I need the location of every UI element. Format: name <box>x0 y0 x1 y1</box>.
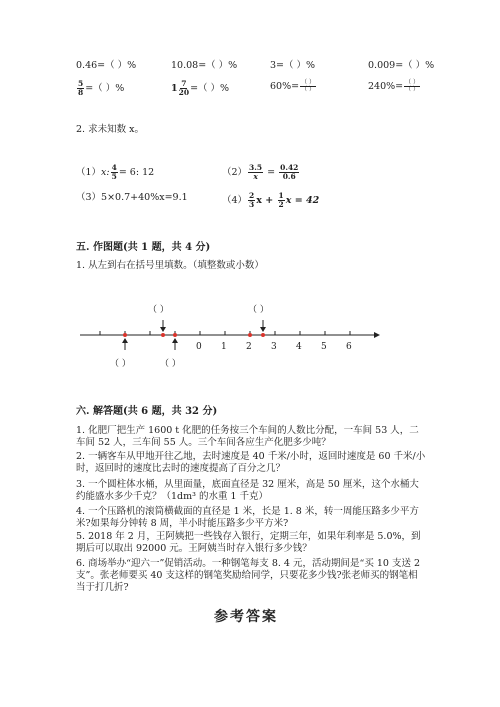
equation-3: （3）5×0.7+40%x=9.1 <box>76 192 188 203</box>
section-5-heading: 五. 作图题(共 1 题，共 4 分) <box>76 242 211 253</box>
fraction: $\frac{5}{8}$ <box>78 79 84 97</box>
point-4 <box>248 333 252 337</box>
label-6: 6 <box>346 342 352 352</box>
answers-title: 参考答案 <box>214 609 278 625</box>
label-4: 4 <box>296 342 302 352</box>
axis-ticks <box>100 331 350 335</box>
fraction: $\frac{1}{2}$ <box>278 191 284 209</box>
fraction: $\frac{7}{20}$ <box>178 79 190 97</box>
label-0: 0 <box>196 342 202 352</box>
fill-item-7: 60%= $\frac{( )}{( )}$ <box>270 79 315 93</box>
equation-2: （2） $\frac{3.5}{x}$ = $\frac{0.42}{0.6}$ <box>222 163 299 181</box>
label-5: 5 <box>321 342 327 352</box>
fill-item-6: 1 $\frac{7}{20}$ =（ ）% <box>171 79 230 97</box>
label-3: 3 <box>271 342 277 352</box>
number-line-figure <box>80 298 390 374</box>
axis-arrowhead <box>374 332 380 338</box>
problem-5: 5. 2018 年 2 月，王阿姨把一些钱存入银行，定期三年，如果年利率是 5.0%，到期后可以取出 92000 元。王阿姨当时存入银行多少钱？ <box>76 531 421 555</box>
problem-1: 1. 化肥厂把生产 1600 t 化肥的任务按三个车间的人数比分配，一车间 53 人，二车间 52 人，三车间 55 人。三个车间各应生产化肥多少吨？ <box>76 425 419 449</box>
fill-item-8: 240%= $\frac{( )}{( )}$ <box>368 79 420 93</box>
problem-2: 2. 一辆客车从甲地开往乙地，去时速度是 40 千米/小时，返回时速度是 60 千米/小时，返回时的速度比去时的速度提高了百分之几？ <box>76 451 426 475</box>
fraction: $\frac{2}{3}$ <box>249 191 255 209</box>
section-6-heading: 六. 解答题(共 6 题，共 32 分) <box>76 406 218 417</box>
fraction: $\frac{0.42}{0.6}$ <box>280 163 299 181</box>
point-3 <box>173 333 177 337</box>
axis-labels <box>196 342 352 352</box>
point-2 <box>161 333 165 337</box>
label-1: 1 <box>221 342 227 352</box>
bottom-blank-2: （ ） <box>160 359 181 369</box>
fill-item-3: 3=（ ）% <box>270 60 316 71</box>
problem-3: 3. 一个圆柱体水桶，从里面量，底面直径是 32 厘米，高是 50 厘米，这个水桶大约能盛水多少千克？（1dm³ 的水重 1 千克） <box>76 479 419 503</box>
fraction: $\frac{4}{5}$ <box>111 163 117 181</box>
fraction: $\frac{( )}{( )}$ <box>301 79 315 93</box>
fill-item-4: 0.009=（ ）% <box>368 60 435 71</box>
question-2-title: 2. 求未知数 x。 <box>76 124 144 135</box>
problem-6: 6. 商场举办“迎六一”促销活动。一种钢笔每支 8. 4 元，活动期间是“买 10 支送 2 支”。张老师要买 40 支这样的钢笔奖励给同学，只要花多少钱?张老师买的钢笔相当于打几折? <box>76 558 421 594</box>
equation-4: （4） $\frac{2}{3}$ x + $\frac{1}{2}$ x = 42 <box>222 191 320 209</box>
fraction: $\frac{3.5}{x}$ <box>249 163 263 181</box>
top-blank-1: （ ） <box>148 305 169 315</box>
label-2: 2 <box>246 342 252 352</box>
fill-item-2: 10.08=（ ）% <box>171 60 238 71</box>
equation-1: （1）x: $\frac{4}{5}$ = 6: 12 <box>76 163 155 181</box>
top-blank-2: （ ） <box>248 305 269 315</box>
top-arrow-1-head <box>160 327 166 332</box>
fill-item-5: $\frac{5}{8}$ =（ ）% <box>78 79 125 97</box>
problem-4: 4. 一个压路机的滚筒横截面的直径是 1 米，长是 1. 8 米，转一周能压路多少平方米?如果每分钟转 8 周，半小时能压路多少平方米? <box>76 506 419 530</box>
top-arrow-2-head <box>260 327 266 332</box>
point-1 <box>123 333 127 337</box>
fill-item-1: 0.46=（ ）% <box>76 60 137 71</box>
bottom-blank-1: （ ） <box>110 359 131 369</box>
fraction: $\frac{( )}{( )}$ <box>405 79 420 93</box>
point-5 <box>261 333 265 337</box>
section-5-question: 1. 从左到右在括号里填数。（填整数或小数） <box>76 260 264 271</box>
